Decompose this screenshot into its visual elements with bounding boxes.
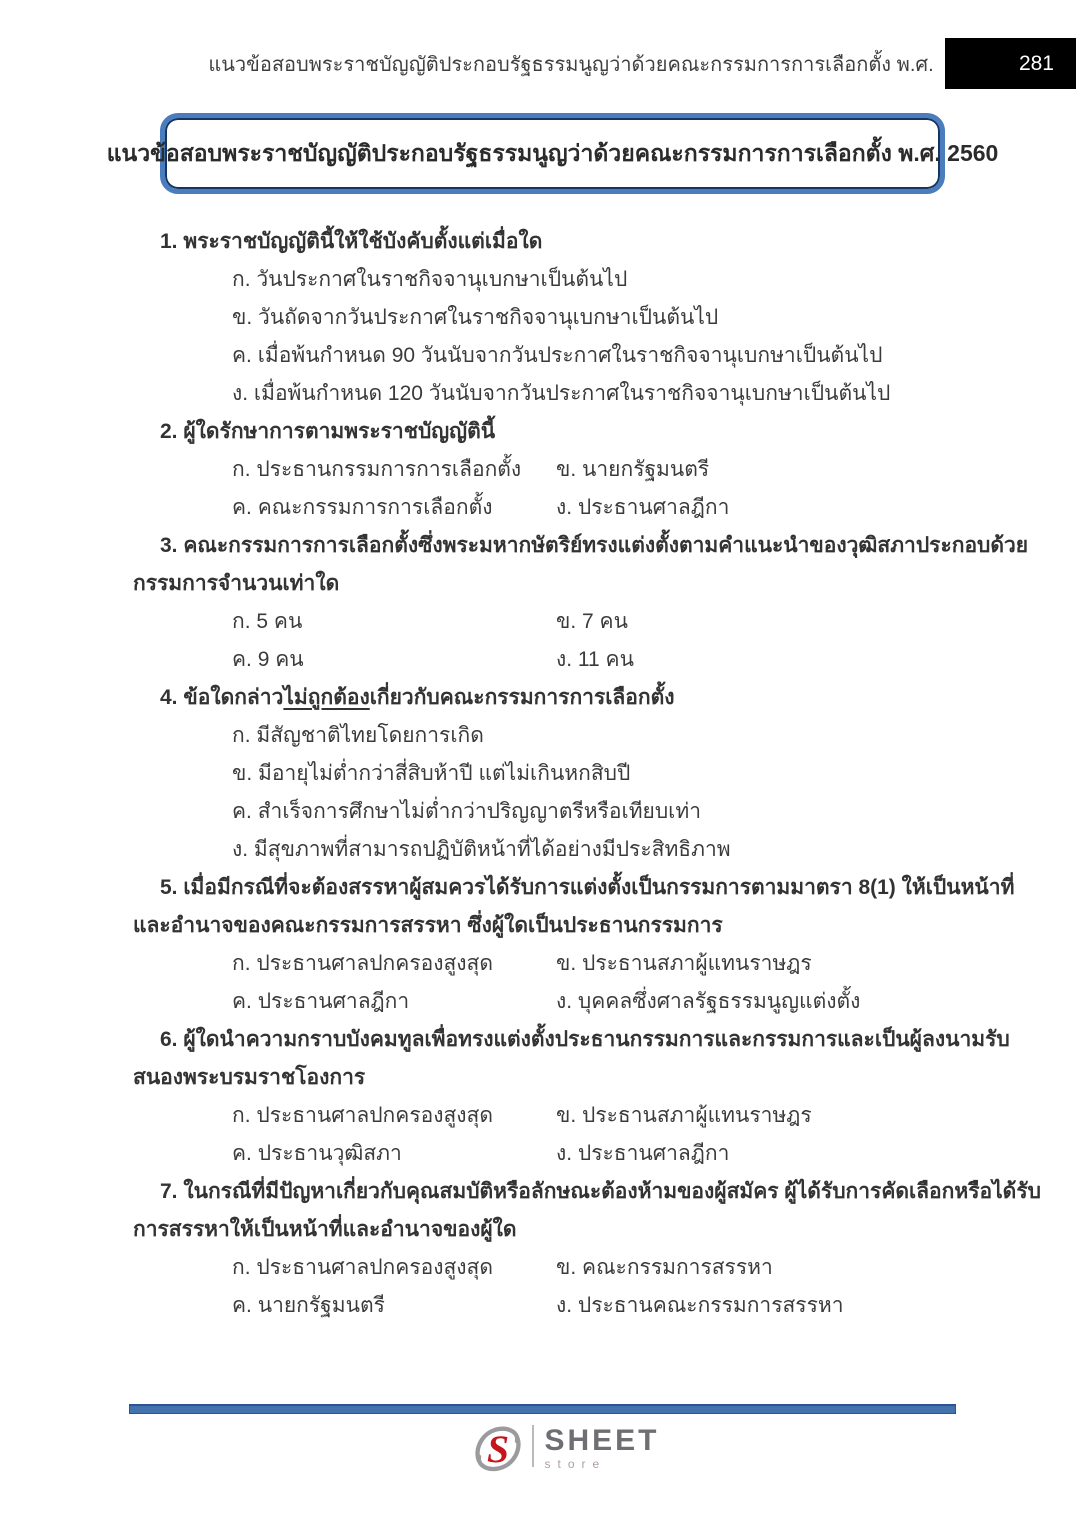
choice-c: ค. เมื่อพ้นกำหนด 90 วันนับจากวันประกาศในราชกิจจานุเบกษาเป็นต้นไป: [232, 344, 883, 367]
question-title-pre: 4. ข้อใดกล่าว: [160, 686, 284, 709]
question-7: [133, 1173, 1041, 1325]
choice-a: ก. มีสัญชาติไทยโดยการเกิด: [232, 724, 484, 747]
question-title-line1: 6. ผู้ใดนำความกราบบังคมทูลเพื่อทรงแต่งตั้งประธานกรรมการและกรรมการและเป็นผู้ลงนามรับ: [160, 1028, 1010, 1051]
question-title-underlined: ไม่ถูกต้อง: [283, 686, 370, 709]
document-title-box: [106, 113, 999, 194]
sheet-store-logo: [0, 1423, 1076, 1475]
choice-c: ค. คณะกรรมการการเลือกตั้ง: [232, 496, 493, 519]
document-title: แนวข้อสอบพระราชบัญญัติประกอบรัฐธรรมนูญว่าด้วยคณะกรรมการการเลือกตั้ง พ.ศ. 2560: [106, 139, 999, 166]
choice-b: ข. 7 คน: [556, 610, 628, 633]
choice-d: ง. บุคคลซึ่งศาลรัฐธรรมนูญแต่งตั้ง: [556, 990, 861, 1013]
footer-divider-bar: [129, 1404, 956, 1414]
question-title-post: เกี่ยวกับคณะกรรมการการเลือกตั้ง: [369, 686, 675, 709]
page-header-text: แนวข้อสอบพระราชบัญญัติประกอบรัฐธรรมนูญว่าด้วยคณะกรรมการการเลือกตั้ง พ.ศ.: [208, 54, 934, 76]
choice-row: [133, 1287, 945, 1325]
logo-text-wrap: [544, 1423, 659, 1471]
question-title-line2: การสรรหาให้เป็นหน้าที่และอำนาจของผู้ใด: [133, 1218, 517, 1241]
question-6: [133, 1021, 1010, 1173]
logo-divider-line: [532, 1425, 534, 1467]
choice-c: ค. ประธานวุฒิสภา: [232, 1142, 402, 1165]
page-number: 281: [1018, 51, 1054, 75]
question-title-line1: 5. เมื่อมีกรณีที่จะต้องสรรหาผู้สมควรได้รับการแต่งตั้งเป็นกรรมการตามมาตรา 8(1) ให้เป็นหน้าที่: [160, 876, 1015, 899]
choice-d: ง. ประธานคณะกรรมการสรรหา: [556, 1294, 844, 1317]
choice-d: ง. ประธานศาลฎีกา: [556, 496, 730, 519]
question-1: [133, 223, 945, 413]
question-title-line2: สนองพระบรมราชโองการ: [133, 1066, 366, 1089]
page-number-badge: [945, 38, 1076, 89]
choice-row: [133, 945, 945, 983]
choice-d: ง. ประธานศาลฎีกา: [556, 1142, 730, 1165]
question-title: [133, 679, 945, 717]
question-title: 1. พระราชบัญญัตินี้ให้ใช้บังคับตั้งแต่เมื่อใด: [160, 230, 543, 253]
choice-b: ข. คณะกรรมการสรรหา: [556, 1256, 773, 1279]
choice-d: ง. เมื่อพ้นกำหนด 120 วันนับจากวันประกาศในราชกิจจานุเบกษาเป็นต้นไป: [232, 382, 891, 405]
question-3: [133, 527, 1029, 679]
question-title-line1: 3. คณะกรรมการการเลือกตั้งซึ่งพระมหากษัตริย์ทรงแต่งตั้งตามคำแนะนำของวุฒิสภาประกอบด้วย: [160, 534, 1029, 557]
choice-a: ก. ประธานศาลปกครองสูงสุด: [232, 1256, 493, 1279]
choice-c: ค. 9 คน: [232, 648, 304, 671]
choice-c: ค. ประธานศาลฎีกา: [232, 990, 410, 1013]
choice-c: ค. นายกรัฐมนตรี: [232, 1294, 385, 1317]
question-2: [133, 413, 945, 527]
question-title-line2: กรรมการจำนวนเท่าใด: [133, 572, 340, 595]
choice-b: ข. ประธานสภาผู้แทนราษฎร: [556, 1104, 812, 1127]
choice-row: [133, 641, 945, 679]
choice-b: ข. นายกรัฐมนตรี: [556, 458, 710, 481]
logo-subtext: store: [544, 1457, 607, 1471]
svg-text:S: S: [487, 1426, 510, 1471]
choice-b: ข. วันถัดจากวันประกาศในราชกิจจานุเบกษาเป็นต้นไป: [232, 306, 719, 329]
choice-row: [133, 1249, 945, 1287]
sheet-store-logo-icon: [472, 1423, 524, 1473]
choice-row: [133, 1097, 945, 1135]
choice-a: ก. วันประกาศในราชกิจจานุเบกษาเป็นต้นไป: [232, 268, 628, 291]
choice-row: [133, 489, 945, 527]
questions-area: [133, 223, 1041, 1325]
question-title: 2. ผู้ใดรักษาการตามพระราชบัญญัตินี้: [160, 420, 496, 443]
choice-row: [133, 451, 945, 489]
choice-a: ก. 5 คน: [232, 610, 303, 633]
choice-row: [133, 983, 945, 1021]
choice-row: [133, 1135, 945, 1173]
choice-d: ง. 11 คน: [556, 648, 634, 671]
question-5: [133, 869, 1015, 1021]
choice-d: ง. มีสุขภาพที่สามารถปฏิบัติหน้าที่ได้อย่างมีประสิทธิภาพ: [232, 838, 731, 861]
question-4: [133, 679, 945, 869]
choice-a: ก. ประธานศาลปกครองสูงสุด: [232, 952, 493, 975]
question-title-line2: และอำนาจของคณะกรรมการสรรหา ซึ่งผู้ใดเป็นประธานกรรมการ: [133, 914, 723, 937]
choice-a: ก. ประธานศาลปกครองสูงสุด: [232, 1104, 493, 1127]
choice-b: ข. มีอายุไม่ต่ำกว่าสี่สิบห้าปี แต่ไม่เกินหกสิบปี: [232, 762, 631, 785]
question-title-line1: 7. ในกรณีที่มีปัญหาเกี่ยวกับคุณสมบัติหรือลักษณะต้องห้ามของผู้สมัคร ผู้ได้รับการคัดเลือกหรือได้รับ: [160, 1180, 1041, 1203]
choice-a: ก. ประธานกรรมการการเลือกตั้ง: [232, 458, 522, 481]
logo-text: SHEET: [544, 1424, 660, 1457]
choice-c: ค. สำเร็จการศึกษาไม่ต่ำกว่าปริญญาตรีหรือเทียบเท่า: [232, 800, 701, 823]
choice-b: ข. ประธานสภาผู้แทนราษฎร: [556, 952, 812, 975]
choice-row: [133, 603, 945, 641]
